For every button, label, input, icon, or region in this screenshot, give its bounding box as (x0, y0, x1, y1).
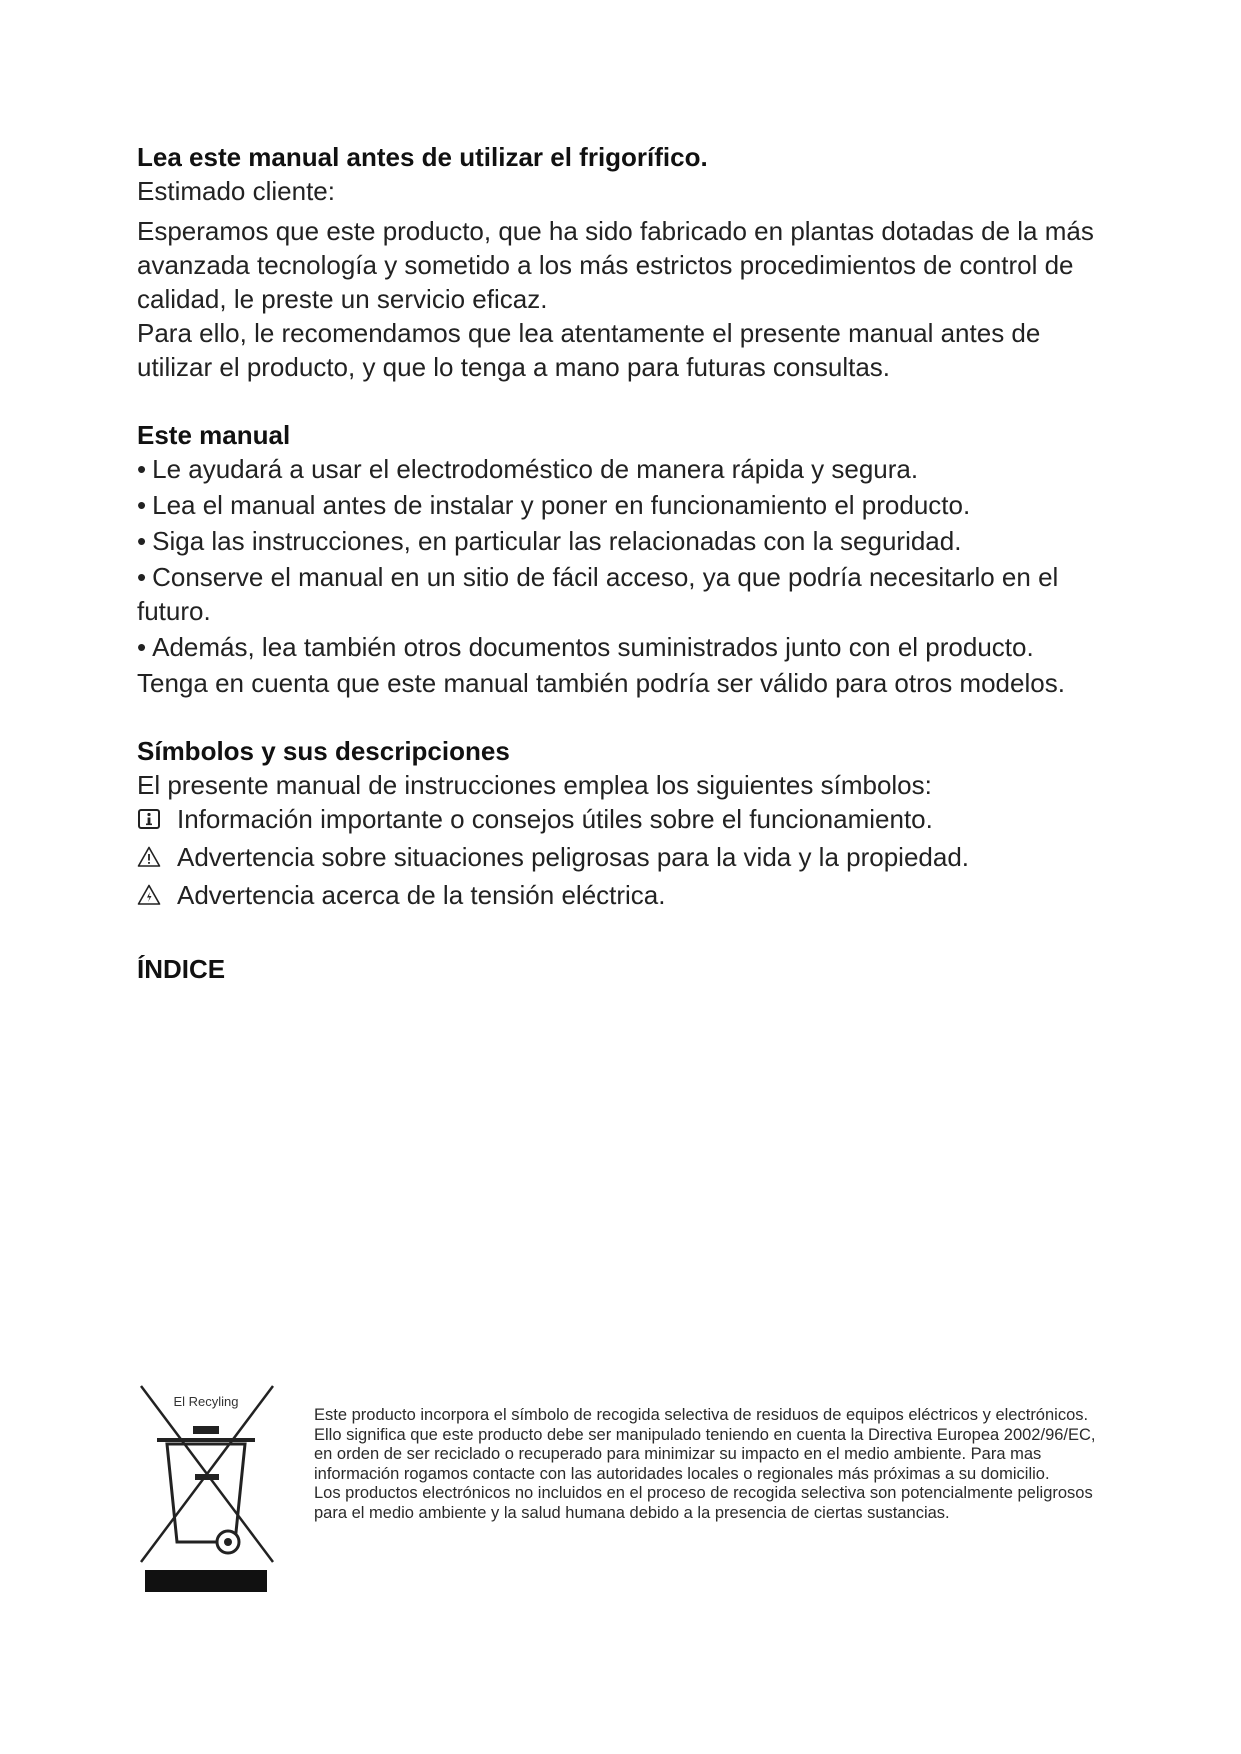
manual-page (137, 140, 1117, 986)
bullet-text: Le ayudará a usar el electrodoméstico de manera rápida y segura. (152, 454, 919, 484)
bullet-symbol: • (137, 632, 147, 662)
bullet-symbol: • (137, 454, 147, 484)
bullet-symbol: • (137, 562, 147, 592)
bullet-text: Lea el manual antes de instalar y poner en funcionamiento el producto. (152, 490, 971, 520)
index-section (137, 952, 1117, 986)
bullet-item (137, 488, 1117, 522)
manual-note: Tenga en cuenta que este manual también podría ser válido para otros modelos. (137, 668, 1065, 698)
recycling-paragraph: Ello significa que este producto debe ser manipulado teniendo en cuenta la Directiva Europea 2002/96/EC, en orden de ser reciclado o recuperado para minimizar su impacto en el medio ambiente. Para mas información rogamos contacte con las autoridades locales o regionales más próximas a su domicilio. (314, 1425, 1096, 1483)
symbol-item (137, 878, 1117, 912)
symbols-intro: El presente manual de instrucciones emplea los siguientes símbolos: (137, 770, 932, 800)
symbols-section (137, 734, 1117, 912)
bullet-text: Siga las instrucciones, en particular las relacionadas con la seguridad. (152, 526, 962, 556)
electric-warning-icon (137, 883, 161, 907)
warning-icon (137, 845, 161, 869)
manual-section (137, 418, 1117, 700)
intro-title: Lea este manual antes de utilizar el frigorífico. (137, 142, 708, 172)
bullet-text: Conserve el manual en un sitio de fácil acceso, ya que podría necesitarlo en el futuro. (137, 562, 1059, 626)
recycling-logo (137, 1382, 277, 1592)
intro-section (137, 140, 1117, 384)
intro-paragraph: Esperamos que este producto, que ha sido fabricado en plantas dotadas de la más avanzada tecnología y sometido a los más estrictos procedimientos de control de calidad, le preste un servicio eficaz. (137, 216, 1094, 314)
bullet-item (137, 524, 1117, 558)
info-icon (137, 807, 161, 831)
symbol-description: Advertencia acerca de la tensión eléctrica. (177, 880, 666, 910)
bullet-symbol: • (137, 526, 147, 556)
recycling-paragraph: Este producto incorpora el símbolo de recogida selectiva de residuos de equipos eléctricos y electrónicos. (314, 1406, 1089, 1424)
crossed-bin-icon (137, 1382, 277, 1592)
bullet-text: Además, lea también otros documentos suministrados junto con el producto. (152, 632, 1034, 662)
recycling-paragraph: Los productos electrónicos no incluidos en el proceso de recogida selectiva son potencialmente peligrosos para el medio ambiente y la salud humana debido a la presencia de ciertas sustancias. (314, 1484, 1093, 1522)
bullet-item (137, 560, 1117, 628)
recycling-logo-label: El Recyling (173, 1394, 239, 1409)
intro-paragraph: Para ello, le recomendamos que lea atentamente el presente manual antes de utilizar el producto, y que lo tenga a mano para futuras consultas. (137, 318, 1041, 382)
bullet-symbol: • (137, 490, 147, 520)
bullet-item (137, 630, 1117, 664)
symbol-description: Información importante o consejos útiles sobre el funcionamiento. (177, 804, 933, 834)
symbol-description: Advertencia sobre situaciones peligrosas para la vida y la propiedad. (177, 842, 970, 872)
bullet-item (137, 452, 1117, 486)
intro-greeting: Estimado cliente: (137, 176, 335, 206)
recycling-notice (314, 1406, 1114, 1523)
symbol-item (137, 840, 1117, 874)
symbol-item (137, 802, 1117, 836)
index-title: ÍNDICE (137, 954, 226, 984)
section-title: Este manual (137, 420, 291, 450)
section-title: Símbolos y sus descripciones (137, 736, 510, 766)
